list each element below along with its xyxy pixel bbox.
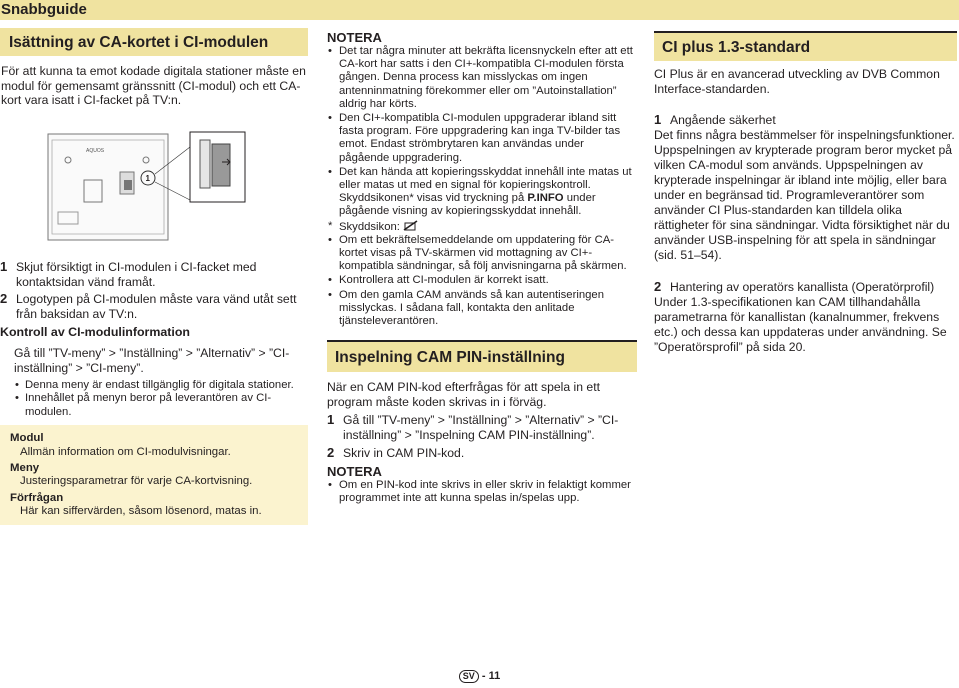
- page-footer: [0, 670, 959, 683]
- right-column: [654, 31, 957, 355]
- note-text: Det kan hända att kopieringsskyddat innehåll inte matas ut eller matas ut med en signal för kopieringskontroll. Skyddsikonen* visas vid tryckning på: [339, 165, 632, 205]
- note-item: [327, 166, 637, 219]
- step-number: 1: [654, 112, 662, 127]
- header-bar: [0, 0, 959, 20]
- note-item: • Kontrollera att CI-modulen är korrekt isatt.: [327, 274, 637, 287]
- ci-check-heading: Kontroll av CI-modulinformation: [0, 324, 190, 339]
- copy-protect-icon: [403, 220, 419, 231]
- step-number: 1: [0, 258, 8, 274]
- ci-check-bullets: [0, 379, 308, 419]
- pin-step-2: [327, 446, 637, 461]
- note-item: • Om en PIN-kod inte skrivs in eller skriv in felaktigt kommer programmet inte att kunna spelas in/spelas upp.: [327, 479, 637, 505]
- ci-insert-intro: För att kunna ta emot kodade digitala stationer måste en modul för gemensamt gränssnitt (CI-modul) och ett CA-kort vara isatt i CI-facket på TV:n.: [1, 64, 306, 108]
- middle-column: [327, 30, 637, 506]
- pin-step-1: [327, 413, 637, 443]
- item-heading: Angående säkerhet: [670, 113, 776, 127]
- note-heading: NOTERA: [327, 30, 382, 45]
- ci-plus-title: CI plus 1.3-standard: [654, 31, 957, 61]
- step-text: Skriv in CAM PIN-kod.: [343, 445, 465, 460]
- pinfo-key: P.INFO: [527, 192, 564, 205]
- ci-plus-intro: CI Plus är en avancerad utveckling av DVB Common Interface-standarden.: [654, 67, 940, 96]
- pin-section-title: Inspelning CAM PIN-inställning: [327, 340, 637, 372]
- step-number: 2: [654, 278, 662, 294]
- item-heading: Hantering av operatörs kanallista (Operatörprofil): [670, 279, 935, 294]
- note-text: under: [563, 192, 596, 205]
- note-text: Skyddsikon:: [339, 220, 400, 233]
- note-item: • Om ett bekräftelsemeddelande om uppdatering för CA-kortet visas på TV-skärmen vid mottagning av CI+-kompatibla sändningar, så följ anvisningarna på skärmen.: [327, 234, 637, 274]
- step-number: 2: [327, 444, 335, 460]
- info-term: Meny: [10, 462, 40, 474]
- pin-intro: När en CAM PIN-kod efterfrågas för att spela in ett program måste koden skrivas in i förväg.: [327, 380, 600, 410]
- step-text: Logotypen på CI-modulen måste vara vänd utåt sett från baksidan av TV:n.: [16, 292, 297, 322]
- step-number: 1: [327, 412, 335, 428]
- step-text: Skjut försiktigt in CI-modulen i CI-facket med kontaktsidan vänd framåt.: [16, 259, 257, 289]
- note-heading: NOTERA: [327, 463, 382, 479]
- left-column: [0, 28, 308, 525]
- tv-back-icon: [0, 122, 308, 252]
- insert-step-2: [0, 292, 308, 322]
- info-term: Modul: [10, 432, 44, 445]
- note-item: • Den CI+-kompatibla CI-modulen uppgraderar ibland sitt fasta program. Före uppgradering kan inga TV-bilder tas emot. Endast strömbrytaren kan användas under pågående uppgradering.: [327, 112, 637, 165]
- step-number: 2: [0, 291, 8, 307]
- note-item: • Det tar några minuter att bekräfta licensnyckeln efter att ett CA-kort har satts i den CI+-kompatibla CI-modulen första gången. Denna process kan misslyckas om ingen antenninmatning förekommer eller om ”Autoinstallation” aldrig har körts.: [327, 45, 637, 111]
- info-desc: Här kan siffervärden, såsom lösenord, matas in.: [20, 505, 262, 518]
- ci-plus-item-2-text: Under 1.3-specifikationen kan CAM tillhandahålla parametrarna för kanallistan (kanalnummer, frekvens etc.) och dessa kan uppdateras under användning. Se ”Operatörsprofil” på sida 20.: [654, 294, 947, 354]
- step-text: Gå till ”TV-meny” > ”Inställning” > ”Alternativ” > ”CI-inställning” > ”Inspelning CAM PIN-inställning”.: [343, 413, 619, 443]
- insert-steps: [0, 260, 308, 322]
- info-desc: Justeringsparametrar för varje CA-kortvisning.: [20, 475, 253, 488]
- tv-illustration: [0, 122, 308, 252]
- info-desc: Allmän information om CI-modulvisningar.: [20, 445, 231, 458]
- page-title: Snabbguide: [1, 1, 87, 18]
- ci-plus-item-1-text: Det finns några bestämmelser för inspelningsfunktioner. Uppspelningen av krypterade program beror mycket på vilken CA-modul som används. Uppspelningen av krypterade inspelningar är ibland inte möjlig, eller bara under en begränsad tid. Programleverantörer som använder CI Plus-standarden kan tilldela olika rättigheter för sina sändningar. Vidta försiktighet när du använder USB-inspelning för att spela in sändningar (sid. 51–54).: [654, 127, 955, 262]
- menu-path: Gå till ”TV-meny” > ”Inställning” > ”Alternativ” > ”CI-inställning” > ”CI-meny”.: [14, 345, 290, 375]
- insert-step-1: [0, 260, 308, 290]
- note-text: pågående visning av kopieringsskyddat innehåll.: [339, 205, 582, 218]
- info-term: Förfrågan: [10, 491, 64, 504]
- ci-info-box: [0, 425, 308, 524]
- ci-plus-item-2-head: [654, 280, 957, 295]
- page-number: - 11: [481, 670, 501, 682]
- protect-icon-note: [327, 220, 637, 234]
- note-item: • Om den gamla CAM används så kan autentiseringen misslyckas. I sådana fall, kontakta den anlitade tjänsteleverantören.: [327, 289, 637, 329]
- figure-step-number: 1: [145, 173, 150, 183]
- tv-brand-label: AQUOS: [86, 147, 105, 154]
- bullet-item: • Denna meny är endast tillgänglig för digitala stationer.: [0, 379, 308, 392]
- ci-plus-item-1-head: [654, 113, 957, 128]
- ci-insert-title: Isättning av CA-kortet i CI-modulen: [0, 28, 308, 56]
- language-badge: SV: [459, 670, 479, 683]
- bullet-item: • Innehållet på menyn beror på leverantören av CI-modulen.: [0, 392, 308, 419]
